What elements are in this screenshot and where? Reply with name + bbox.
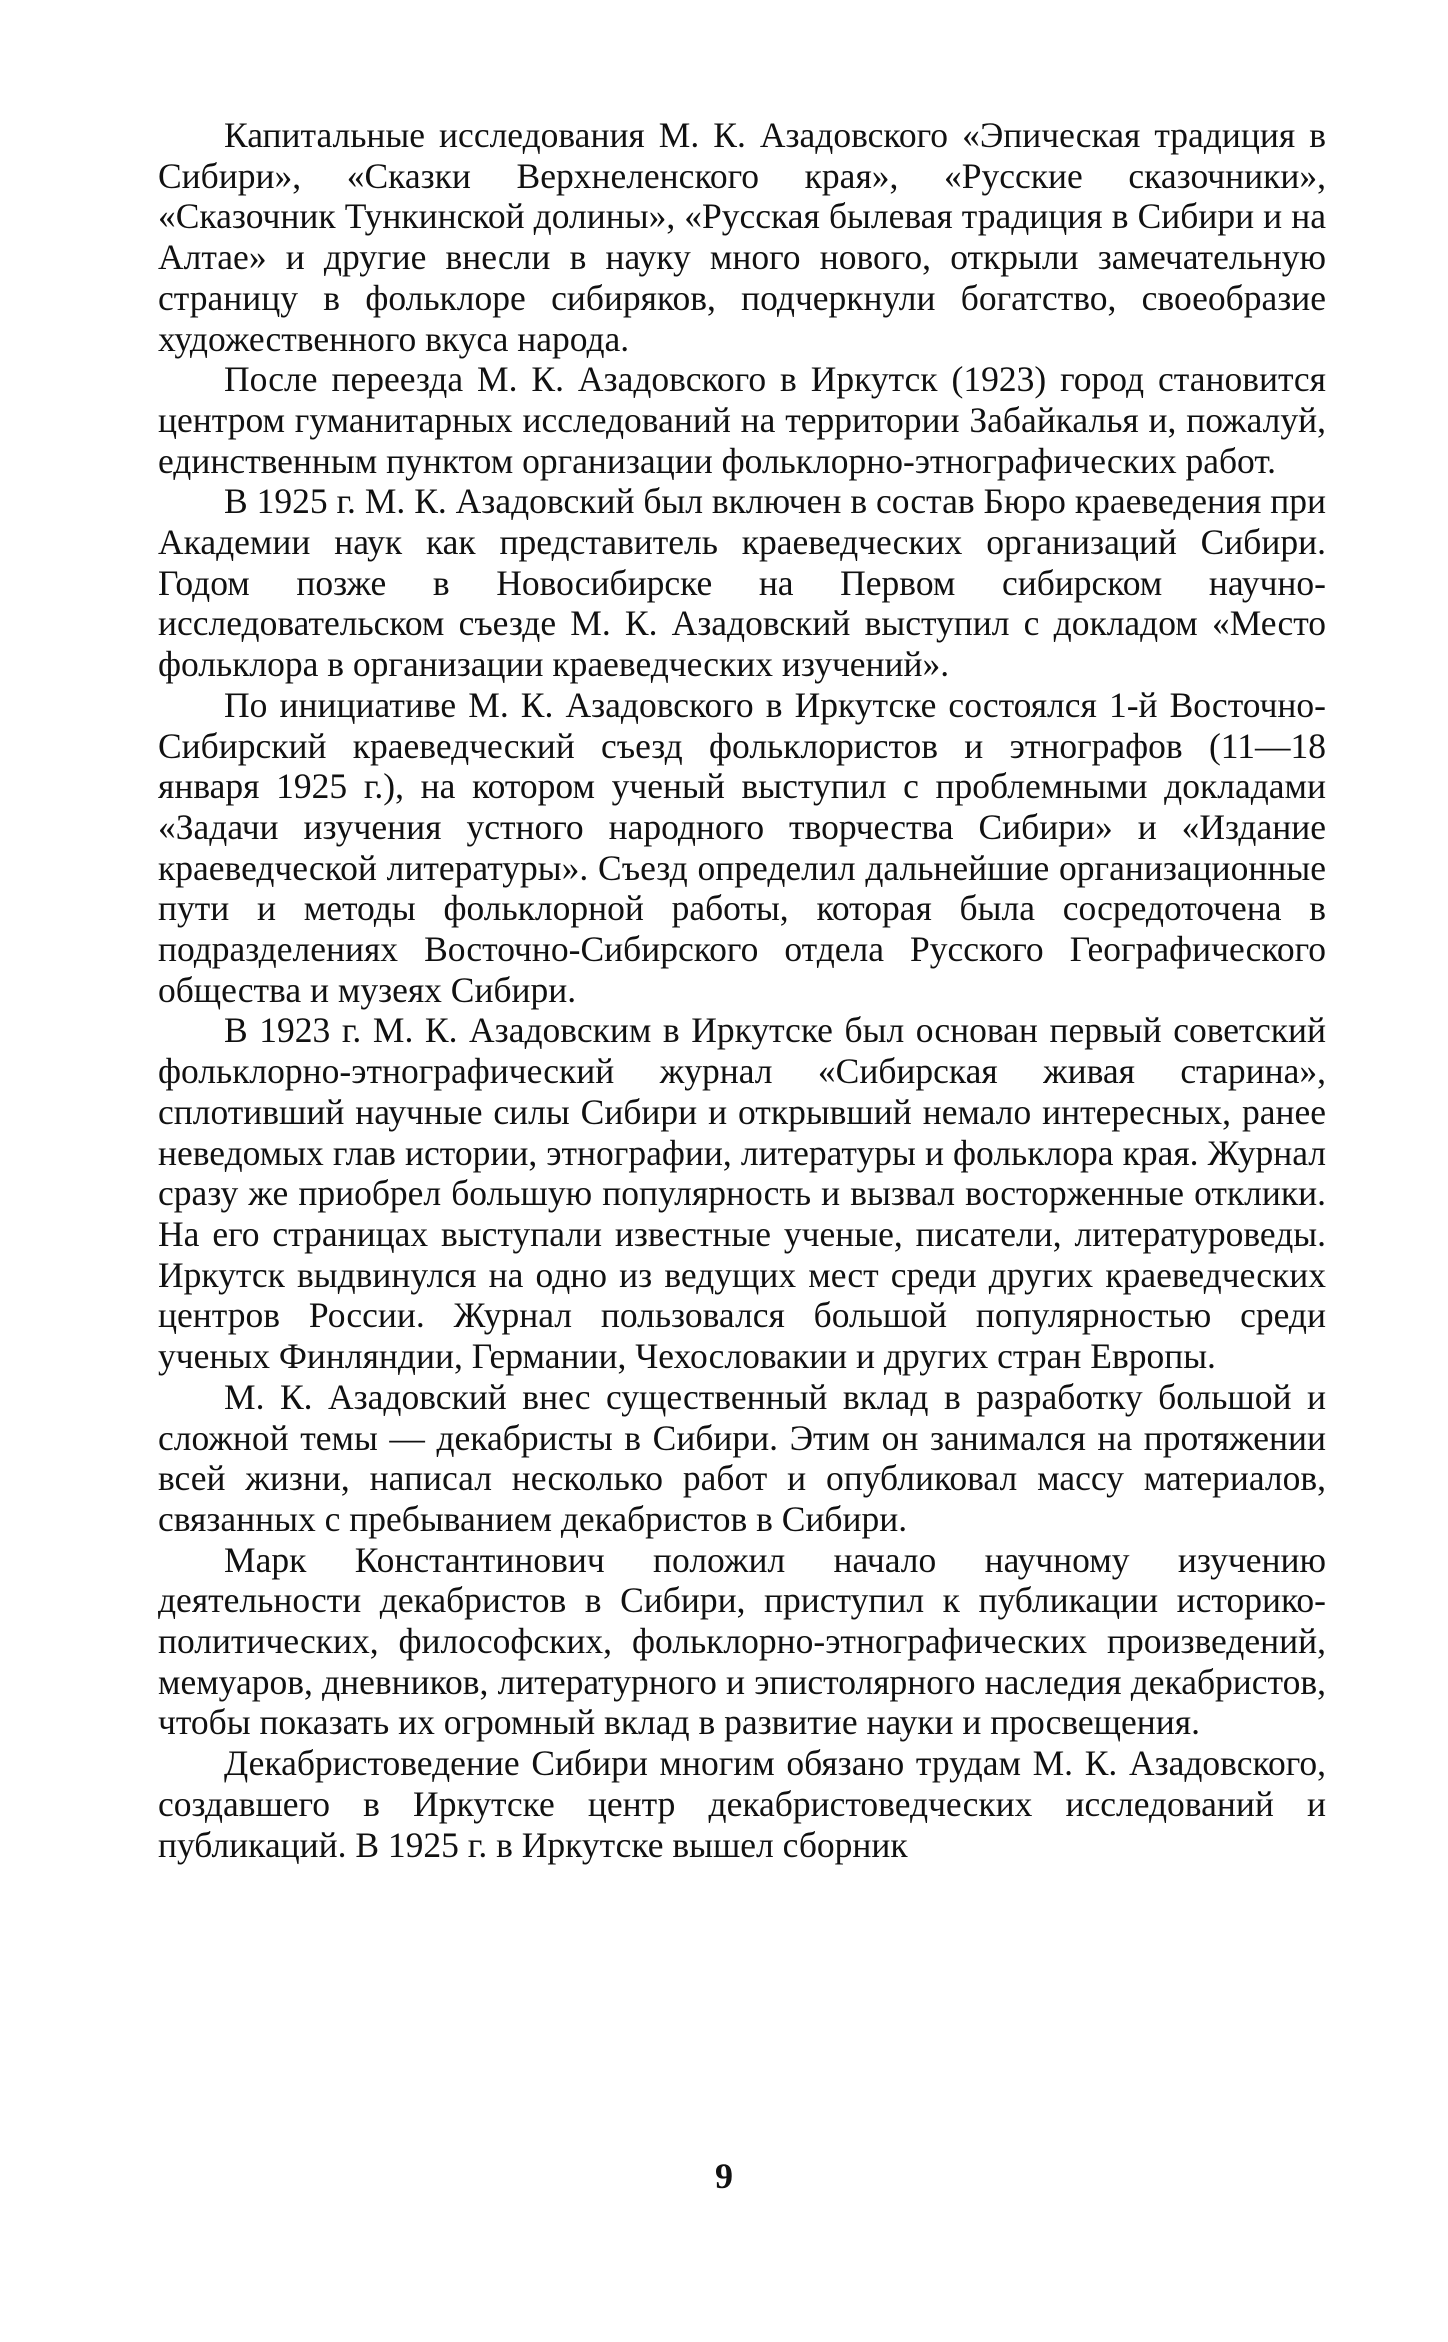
paragraph-move-to-irkutsk: После переезда М. К. Азадовского в Иркутск (1923) город становится центром гуманитарных исследований на территории Забайкалья и, пожалуй, единственным пунктом организации фольклорно-этнографических работ. <box>158 359 1326 481</box>
paragraph-bureau-of-local-studies: В 1925 г. М. К. Азадовский был включен в состав Бюро краеведения при Академии наук как представитель краеведческих организаций Сибири. Годом позже в Новосибирске на Первом сибирском научно-исследовательском съезде М. К. Азадовский выступил с докладом «Место фольклора в организации краеведческих изучений». <box>158 481 1326 685</box>
paragraph-decembrists-study: Марк Константинович положил начало научному изучению деятельности декабристов в Сибири, приступил к публикации историко-политических, философских, фольклорно-этнографических произведений, мемуаров, дневников, литературного и эпистолярного наследия декабристов, чтобы показать их огромный вклад в развитие науки и просвещения. <box>158 1539 1326 1743</box>
page-number: 9 <box>715 2156 733 2196</box>
page-body <box>158 115 1326 1865</box>
paragraph-journal-siberian-antiquity: В 1923 г. М. К. Азадовским в Иркутске был основан первый советский фольклорно-этнографический журнал «Сибирская живая старина», сплотивший научные силы Сибири и открывший немало интересных, ранее неведомых глав истории, этнографии, литературы и фольклора края. Журнал сразу же приобрел большую популярность и вызвал восторженные отклики. На его страницах выступали известные ученые, писатели, литературоведы. Иркутск выдвинулся на одно из ведущих мест среди других краеведческих центров России. Журнал пользовался большой популярностью среди ученых Финляндии, Германии, Чехословакии и других стран Европы. <box>158 1010 1326 1377</box>
paragraph-decembrist-studies-center: Декабристоведение Сибири многим обязано трудам М. К. Азадовского, создавшего в Иркутске центр декабристоведческих исследований и публикаций. В 1925 г. в Иркутске вышел сборник <box>158 1743 1326 1865</box>
paragraph-decembrists-theme: М. К. Азадовский внес существенный вклад в разработку большой и сложной темы — декабристы в Сибири. Этим он занимался на протяжении всей жизни, написал несколько работ и опубликовал массу материалов, связанных с пребыванием декабристов в Сибири. <box>158 1376 1326 1539</box>
paragraph-epic-tradition: Капитальные исследования М. К. Азадовского «Эпическая традиция в Сибири», «Сказки Верхнеленского края», «Русские сказочники», «Сказочник Тункинской долины», «Русская былевая традиция в Сибири и на Алтае» и другие внесли в науку много нового, открыли замечательную страницу в фольклоре сибиряков, подчеркнули богатство, своеобразие художественного вкуса народа. <box>158 115 1326 359</box>
paragraph-folklorists-congress: По инициативе М. К. Азадовского в Иркутске состоялся 1-й Восточно-Сибирский краеведческий съезд фольклористов и этнографов (11—18 января 1925 г.), на котором ученый выступил с проблемными докладами «Задачи изучения устного народного творчества Сибири» и «Издание краеведческой литературы». Съезд определил дальнейшие организационные пути и методы фольклорной работы, которая была сосредоточена в подразделениях Восточно-Сибирского отдела Русского Географического общества и музеях Сибири. <box>158 684 1326 1010</box>
